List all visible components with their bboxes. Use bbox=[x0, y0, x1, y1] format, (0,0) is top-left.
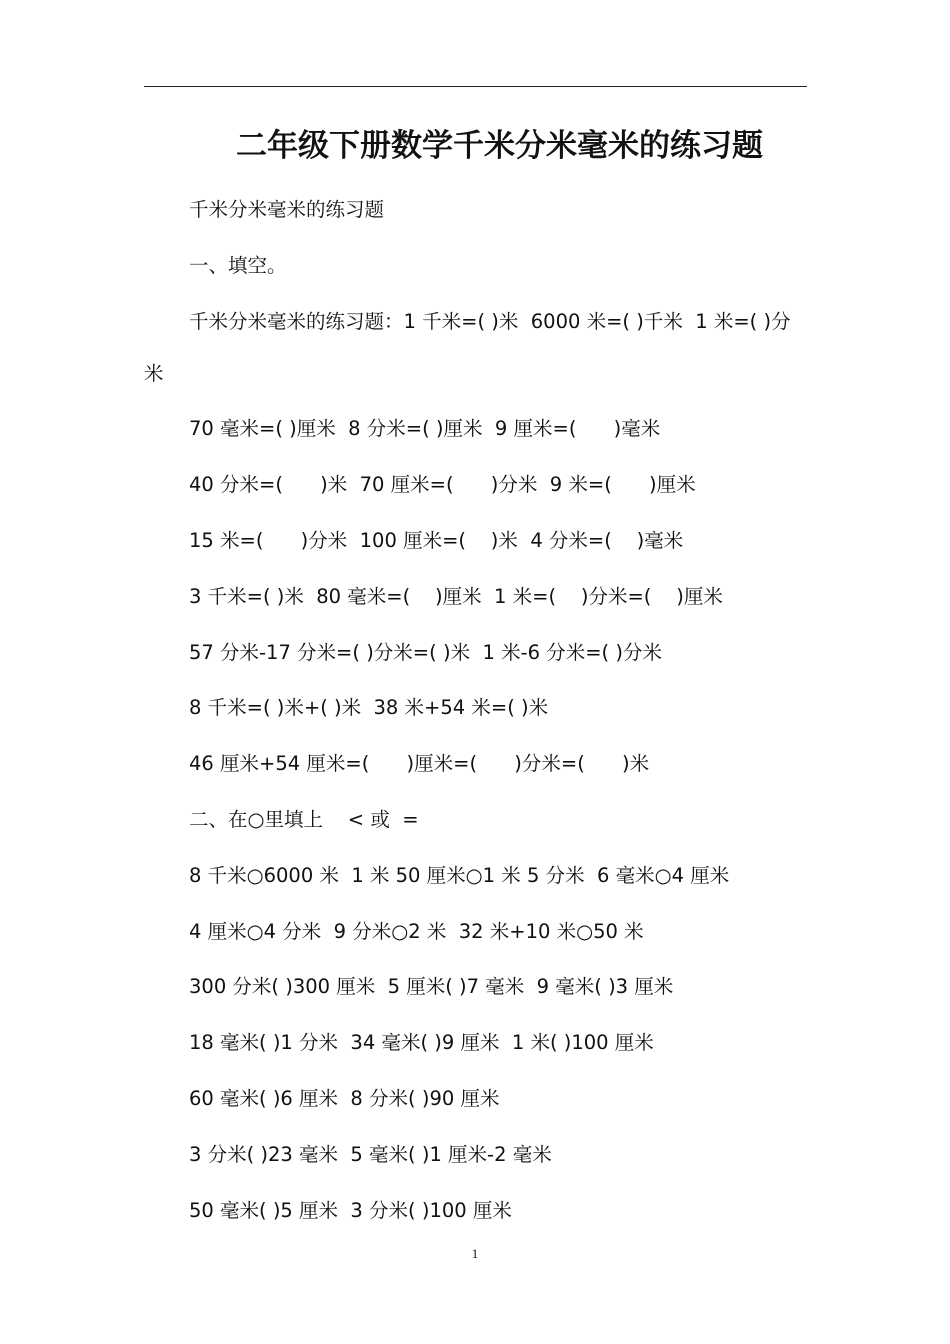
document-title: 二年级下册数学千米分米毫米的练习题 bbox=[236, 128, 763, 164]
question-line: 46 厘米+54 厘米=( )厘米=( )分米=( )米 bbox=[189, 752, 650, 776]
section-heading-compare: 二、在○里填上 < 或 = bbox=[189, 807, 419, 831]
question-line: 8 千米=( )米+( )米 38 米+54 米=( )米 bbox=[189, 696, 549, 720]
question-line: 3 分米( )23 毫米 5 毫米( )1 厘米-2 毫米 bbox=[189, 1142, 552, 1166]
page-number: 1 bbox=[471, 1246, 479, 1261]
question-line: 千米分米毫米的练习题：1 千米=( )米 6000 米=( )千米 1 米=( )分米 bbox=[144, 309, 791, 385]
question-line: 70 毫米=( )厘米 8 分米=( )厘米 9 厘米=( )毫米 bbox=[189, 417, 661, 441]
question-line: 60 毫米( )6 厘米 8 分米( )90 厘米 bbox=[189, 1086, 500, 1110]
question-line: 15 米=( )分米 100 厘米=( )米 4 分米=( )毫米 bbox=[189, 528, 684, 552]
section-heading-fill-in: 一、填空。 bbox=[189, 253, 287, 277]
question-line: 3 千米=( )米 80 毫米=( )厘米 1 米=( )分米=( )厘米 bbox=[189, 584, 723, 608]
header-rule bbox=[144, 86, 807, 87]
question-line: 4 厘米○4 分米 9 分米○2 米 32 米+10 米○50 米 bbox=[189, 919, 644, 943]
document-body bbox=[144, 196, 807, 1252]
question-line: 8 千米○6000 米 1 米 50 厘米○1 米 5 分米 6 毫米○4 厘米 bbox=[189, 863, 730, 887]
paragraph-subtitle: 千米分米毫米的练习题 bbox=[189, 198, 385, 221]
question-line: 40 分米=( )米 70 厘米=( )分米 9 米=( )厘米 bbox=[189, 473, 696, 497]
question-line: 300 分米( )300 厘米 5 厘米( )7 毫米 9 毫米( )3 厘米 bbox=[189, 975, 674, 999]
question-line: 50 毫米( )5 厘米 3 分米( )100 厘米 bbox=[189, 1198, 512, 1222]
question-line: 18 毫米( )1 分米 34 毫米( )9 厘米 1 米( )100 厘米 bbox=[189, 1031, 654, 1055]
question-line: 57 分米-17 分米=( )分米=( )米 1 米-6 分米=( )分米 bbox=[189, 640, 662, 664]
